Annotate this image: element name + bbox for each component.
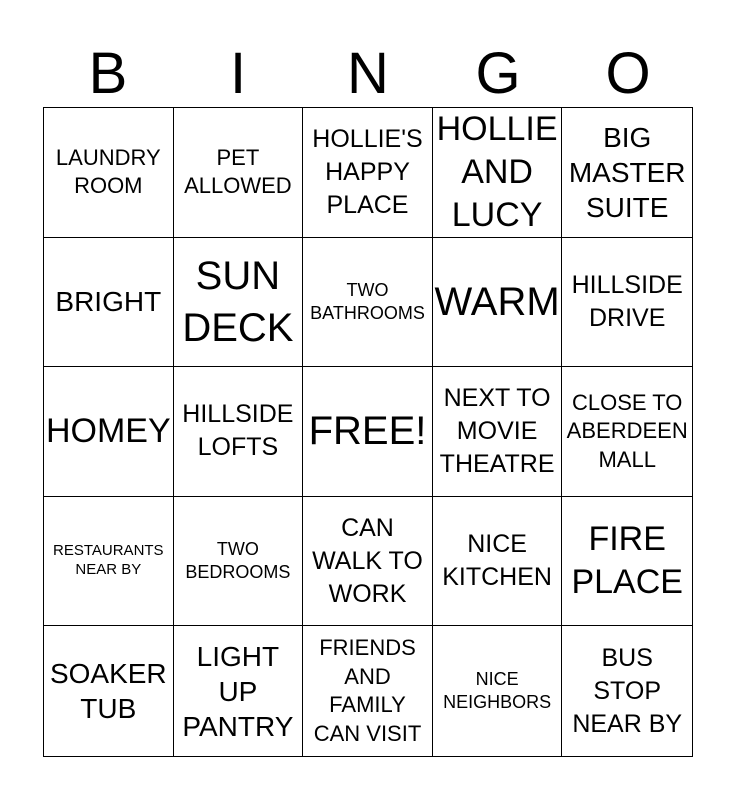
cell-text: HILLSIDE DRIVE xyxy=(571,270,683,332)
bingo-cell[interactable] xyxy=(562,238,692,368)
free-space-text: FREE! xyxy=(308,409,427,454)
bingo-cell[interactable] xyxy=(433,626,563,756)
bingo-header xyxy=(43,40,693,108)
bingo-cell[interactable] xyxy=(44,367,174,497)
cell-text: NEXT TO MOVIE THEATRE xyxy=(439,383,555,478)
bingo-cell[interactable] xyxy=(174,238,304,368)
bingo-cell[interactable] xyxy=(562,497,692,627)
cell-text: FIRE PLACE xyxy=(571,519,683,602)
bingo-cell[interactable] xyxy=(174,108,304,238)
cell-text: RESTAURANTS NEAR BY xyxy=(53,542,164,579)
bingo-cell[interactable] xyxy=(433,497,563,627)
header-letter-o: O xyxy=(605,41,651,106)
bingo-cell[interactable] xyxy=(303,497,433,627)
cell-text: BUS STOP NEAR BY xyxy=(572,643,683,738)
bingo-cell[interactable] xyxy=(44,497,174,627)
cell-text: FRIENDS AND FAMILY CAN VISIT xyxy=(313,635,422,746)
header-letter-g: G xyxy=(475,41,521,106)
bingo-cell[interactable] xyxy=(433,367,563,497)
bingo-cell[interactable] xyxy=(44,238,174,368)
cell-text: LIGHT UP PANTRY xyxy=(182,640,294,742)
free-space-cell[interactable] xyxy=(303,367,433,497)
cell-text: TWO BEDROOMS xyxy=(185,539,291,583)
bingo-cell[interactable] xyxy=(433,108,563,238)
bingo-cell[interactable] xyxy=(44,626,174,756)
cell-text: SOAKER TUB xyxy=(49,658,167,725)
cell-text: SUN DECK xyxy=(182,253,294,350)
bingo-cell[interactable] xyxy=(562,367,692,497)
header-letter-b: B xyxy=(88,41,128,106)
bingo-cell[interactable] xyxy=(303,626,433,756)
cell-text: HILLSIDE LOFTS xyxy=(182,400,294,462)
bingo-cell[interactable] xyxy=(174,626,304,756)
bingo-cell[interactable] xyxy=(44,108,174,238)
cell-text: HOMEY xyxy=(45,411,171,450)
bingo-board xyxy=(43,107,693,757)
header-letter-n: N xyxy=(347,41,389,106)
bingo-cell[interactable] xyxy=(562,626,692,756)
bingo-cell[interactable] xyxy=(562,108,692,238)
bingo-cell[interactable] xyxy=(433,238,563,368)
cell-text: CLOSE TO ABERDEEN MALL xyxy=(566,389,688,472)
cell-text: HOLLIE'S HAPPY PLACE xyxy=(312,124,423,219)
cell-text: NICE KITCHEN xyxy=(442,530,552,592)
cell-text: PET ALLOWED xyxy=(184,144,292,199)
bingo-cell[interactable] xyxy=(303,108,433,238)
cell-text: TWO BATHROOMS xyxy=(310,279,425,323)
cell-text: HOLLIE AND LUCY xyxy=(436,109,558,234)
cell-text: BIG MASTER SUITE xyxy=(568,121,686,223)
cell-text: LAUNDRY ROOM xyxy=(55,144,161,199)
bingo-cell[interactable] xyxy=(174,367,304,497)
cell-text: BRIGHT xyxy=(55,286,162,318)
cell-text: WARM xyxy=(434,279,560,324)
bingo-cell[interactable] xyxy=(303,238,433,368)
header-letter-i: I xyxy=(229,41,247,106)
cell-text: CAN WALK TO WORK xyxy=(312,513,423,608)
bingo-cell[interactable] xyxy=(174,497,304,627)
cell-text: NICE NEIGHBORS xyxy=(443,669,552,713)
